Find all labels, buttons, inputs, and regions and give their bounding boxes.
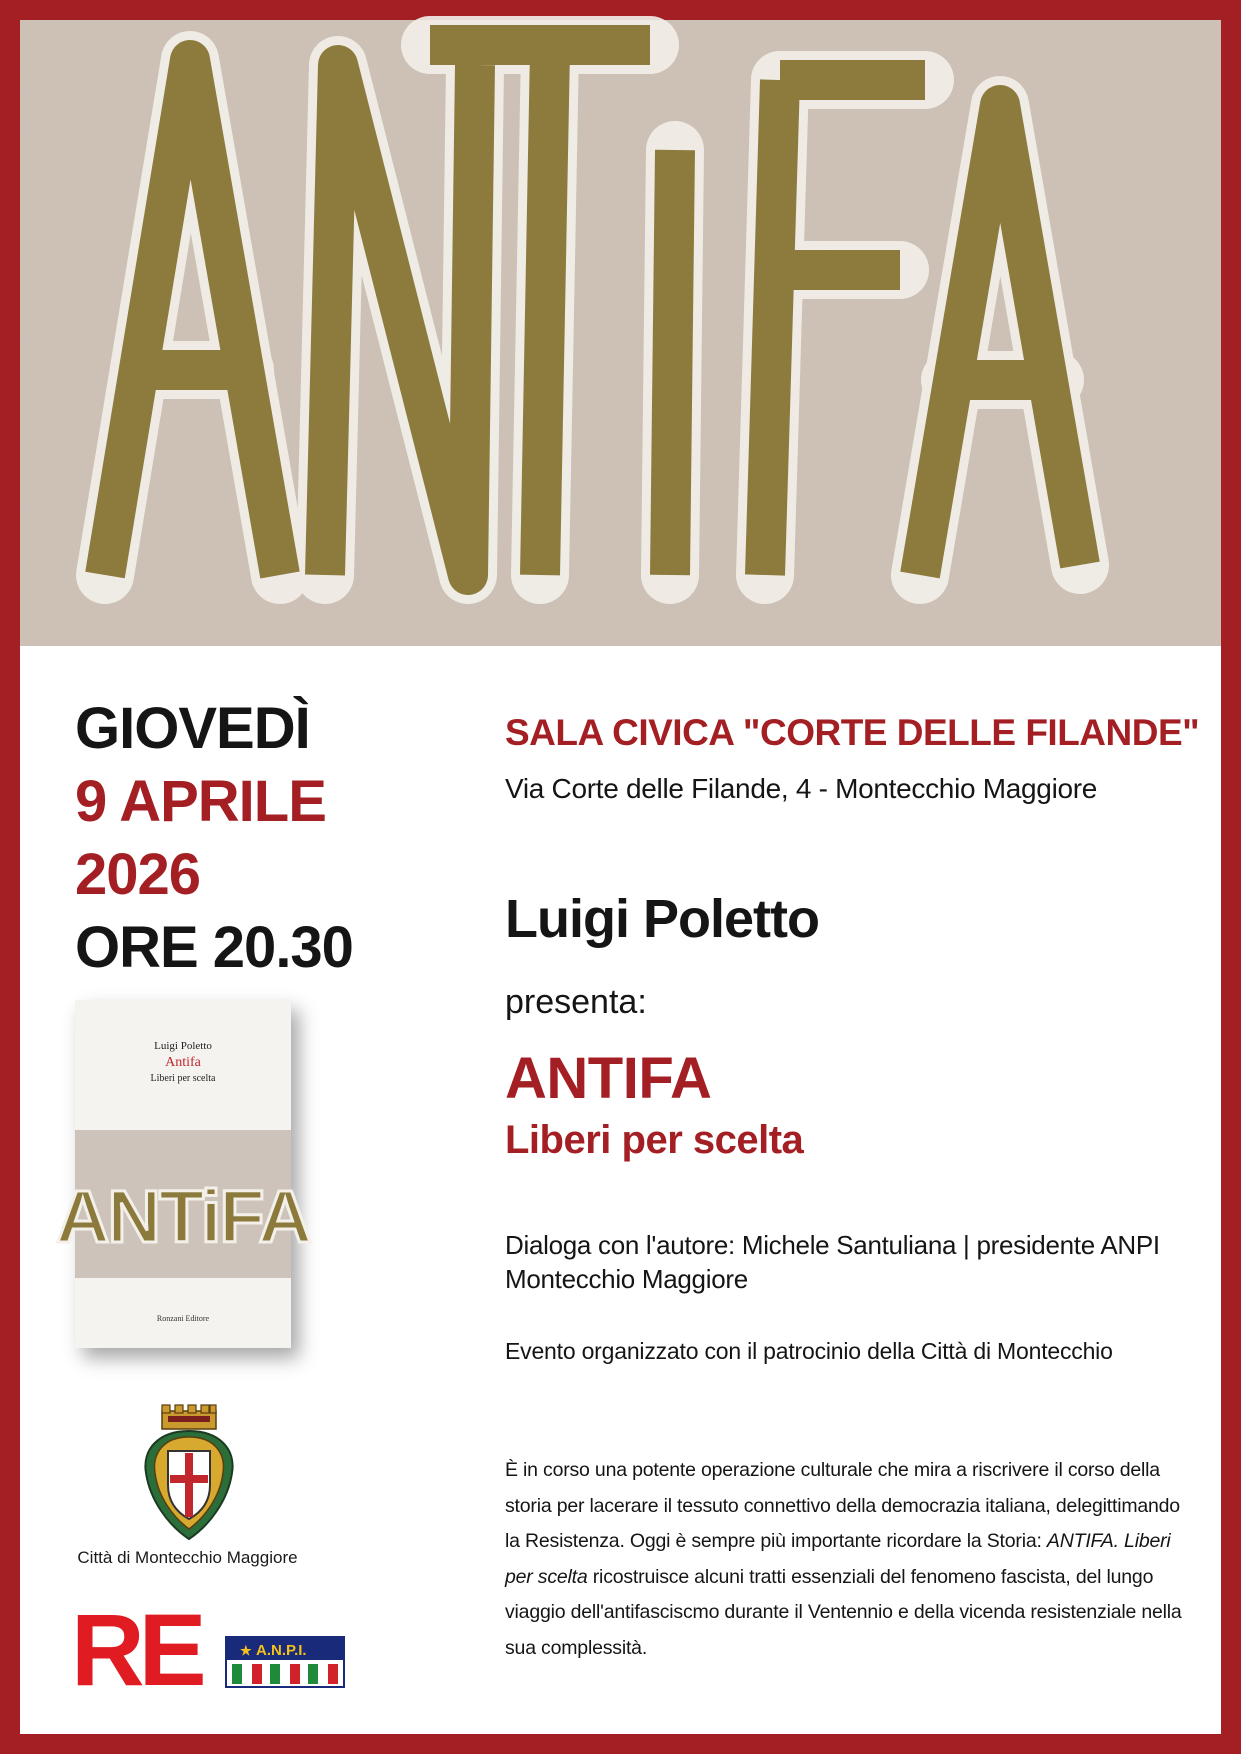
event-time: ORE 20.30 <box>75 915 353 980</box>
event-day-month: 9 APRILE <box>75 769 326 834</box>
book-cover-author: Luigi Poletto <box>154 1040 212 1052</box>
book-cover <box>56 1000 310 1348</box>
book-cover-image <box>56 1130 310 1278</box>
antifa-sand-lettering <box>20 20 1221 646</box>
description-part-1: È in corso una potente operazione culturale che mira a riscrivere il corso della storia per lacerare il tessuto connettivo della democrazia italiana, delegittimando la Resistenza. Oggi è sempre più importante ricordare la Storia: <box>505 1459 1180 1552</box>
book-title: ANTIFA <box>505 1046 712 1111</box>
presents-label: presenta: <box>505 983 647 1021</box>
book-cover-publisher: Ronzani Editore <box>156 1314 210 1323</box>
hero-image <box>20 20 1221 646</box>
book-description <box>505 1453 1190 1666</box>
author-name: Luigi Poletto <box>505 889 819 949</box>
description-part-2: ricostruisce alcuni tratti essenziali del fenomeno fascista, del lungo viaggio dell'antifasciscmo durante il Ventennio e della vicenda resistenziale nella sua complessità. <box>505 1565 1182 1659</box>
book-cover-word: ANTiFA <box>56 1175 310 1258</box>
anpi-logo-icon <box>226 1637 344 1687</box>
crest-icon <box>138 1405 240 1545</box>
venue-address: Via Corte delle Filande, 4 - Montecchio Maggiore <box>505 773 1098 804</box>
re-logo-icon <box>71 1593 201 1707</box>
event-date <box>75 692 353 984</box>
anpi-logo-text: A.N.P.I. <box>256 1642 307 1659</box>
book-cover-subtitle: Liberi per scelta <box>150 1073 216 1084</box>
anpi-star-icon: ★ <box>240 1643 252 1658</box>
description-italic-title: ANTIFA. Liberi per scelta <box>505 1530 1171 1588</box>
crest-label: Città di Montecchio Maggiore <box>77 1548 298 1567</box>
re-logo-text: RE <box>71 1593 201 1707</box>
event-year: 2026 <box>75 842 201 907</box>
patronage-info: Evento organizzato con il patrocinio della Città di Montecchio <box>505 1338 1113 1364</box>
event-weekday: GIOVEDÌ <box>75 696 310 761</box>
venue-name: SALA CIVICA "CORTE DELLE FILANDE" <box>505 712 1200 753</box>
book-subtitle: Liberi per scelta <box>505 1118 804 1162</box>
book-cover-title: Antifa <box>165 1055 201 1070</box>
dialogue-info: Dialoga con l'autore: Michele Santuliana | presidente ANPI Montecchio Maggiore <box>505 1230 1160 1294</box>
